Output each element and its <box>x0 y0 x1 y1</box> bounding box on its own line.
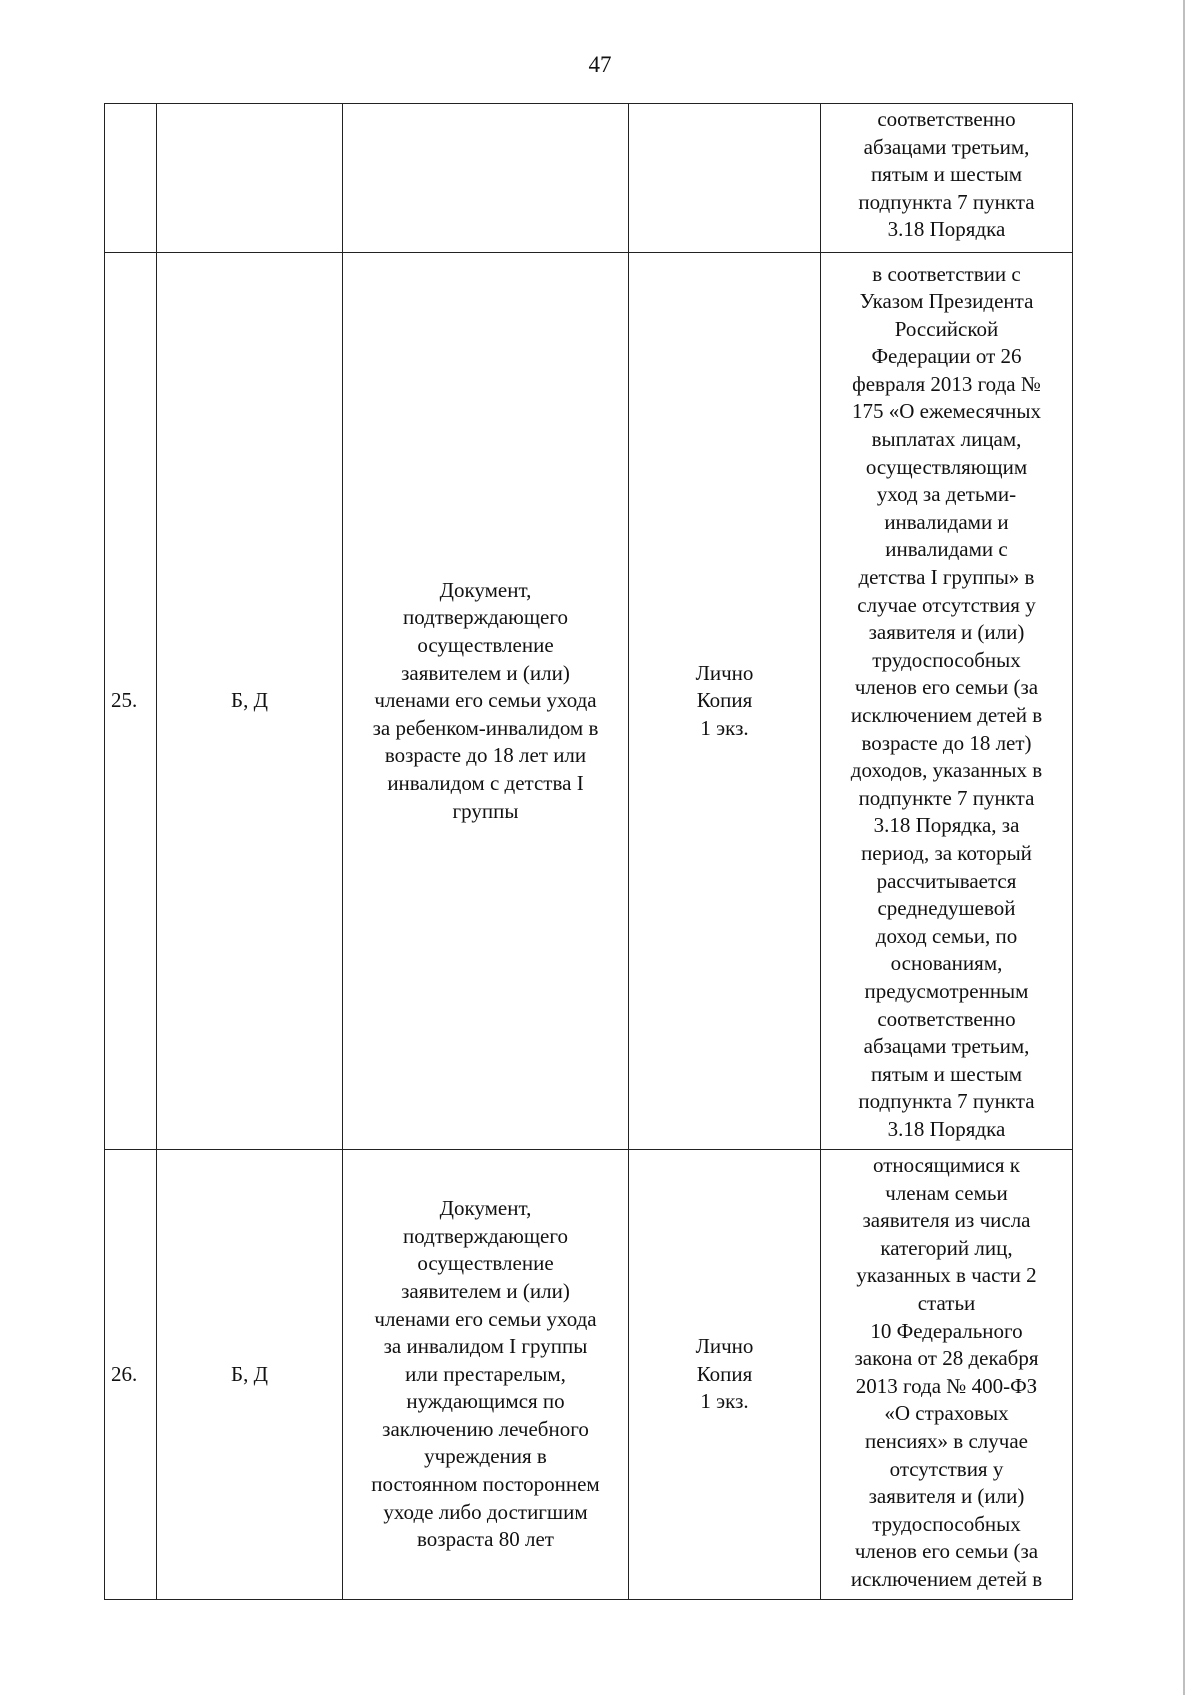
cell-text-line: подпункта 7 пункта <box>858 189 1035 214</box>
cell-text-line: заявителя и (или) <box>868 620 1025 645</box>
cell-text-line: нуждающимся по <box>406 1389 565 1414</box>
cell-text-line: «О страховых <box>884 1401 1009 1426</box>
cell-text-line: Лично <box>695 1334 754 1359</box>
cell-text-line: Копия <box>696 688 753 713</box>
cell-text-line: предусмотренным <box>864 978 1029 1003</box>
cell-text-line: заявителя и (или) <box>868 1484 1025 1509</box>
cell-text-line: инвалидами и <box>884 509 1009 534</box>
cell-text-line: указанных в части 2 <box>856 1263 1037 1288</box>
cell-text-line: трудоспособных <box>872 1511 1021 1536</box>
cell-text-line: за ребенком-инвалидом в <box>372 715 599 740</box>
cell-text-line: группы <box>452 798 519 823</box>
submission-cell <box>629 104 821 253</box>
cell-text-line: подпункта 7 пункта <box>858 1089 1035 1114</box>
cell-text-line: членами его семьи ухода <box>374 688 597 713</box>
cell-text-line: статьи <box>917 1290 976 1315</box>
row-number-cell <box>105 104 157 253</box>
cell-text-line: 3.18 Порядка <box>887 217 1006 242</box>
cell-text-line: относящимися к <box>872 1153 1020 1177</box>
document-cell <box>343 253 629 1150</box>
cell-text-line: детства I группы» в <box>858 565 1035 590</box>
cell-text-line: случае отсутствия у <box>857 592 1036 617</box>
cell-text-line: Документ, <box>439 577 532 602</box>
cell-text-line: февраля 2013 года № <box>852 371 1041 396</box>
scan-edge-line <box>1183 0 1185 1695</box>
cell-text-line: основаниям, <box>890 951 1003 976</box>
category-cell: Б, Д <box>157 1150 343 1600</box>
cell-text-line: возрасте до 18 лет или <box>384 743 587 768</box>
cell-text-line: Указом Президента <box>859 289 1034 314</box>
cell-text-line: абзацами третьим, <box>863 1034 1030 1059</box>
cell-text-line: исключением детей в <box>850 703 1043 727</box>
cell-text-line: 1 экз. <box>700 1389 749 1414</box>
cell-text-line: или престарелым, <box>405 1361 566 1386</box>
cell-text-line: пенсиях» в случае <box>865 1428 1028 1453</box>
cell-text-line: Российской <box>894 316 999 341</box>
cell-text-line: категорий лиц, <box>880 1235 1013 1260</box>
cell-text-line: соответственно <box>877 1006 1016 1031</box>
cell-text-line: выплатах лицам, <box>871 427 1022 452</box>
cell-text-line: 175 «О ежемесячных <box>851 399 1042 424</box>
cell-text-line: возрасте до 18 лет) <box>861 730 1032 755</box>
document-cell <box>343 1150 629 1600</box>
cell-text-line: подтверждающего <box>403 1223 568 1248</box>
cell-text-line: период, за который <box>861 840 1032 865</box>
cell-text-line: заявителем и (или) <box>401 1278 570 1303</box>
cell-text-line: членов его семьи (за <box>854 675 1039 700</box>
cell-text-line: абзацами третьим, <box>863 134 1030 159</box>
table-row <box>105 253 1073 1150</box>
cell-text-line: пятым и шестым <box>870 1061 1023 1086</box>
cell-text-line: инвалидами с <box>885 537 1008 562</box>
row-number-cell: 26. <box>105 1150 157 1600</box>
cell-text-line: заявителем и (или) <box>401 660 570 685</box>
cell-text-line: 3.18 Порядка <box>887 1116 1006 1141</box>
cell-text-line: в соответствии с <box>872 261 1021 286</box>
cell-text-line: доходов, указанных в <box>850 758 1043 783</box>
cell-text-line: учреждения в <box>424 1444 547 1469</box>
cell-text-line: уход за детьми- <box>876 482 1017 507</box>
cell-text-line: членам семьи <box>885 1180 1008 1205</box>
submission-cell <box>629 1150 821 1600</box>
category-cell: Б, Д <box>157 253 343 1150</box>
cell-text-line: 10 Федерального <box>870 1318 1023 1343</box>
requirement-cell <box>821 1150 1073 1600</box>
cell-text-line: членами его семьи ухода <box>374 1306 597 1331</box>
cell-text-line: Документ, <box>439 1196 532 1221</box>
submission-cell <box>629 253 821 1150</box>
cell-text-line: 3.18 Порядка, за <box>873 813 1020 838</box>
cell-text-line: заключению лечебного <box>382 1416 589 1441</box>
cell-text-line: возраста 80 лет <box>417 1527 554 1552</box>
documents-table <box>104 103 1073 1600</box>
page-number: 47 <box>588 52 612 77</box>
cell-text-line: рассчитывается <box>876 868 1017 893</box>
cell-text-line: Федерации от 26 <box>871 344 1022 369</box>
cell-text-line: осуществление <box>417 1251 554 1276</box>
table-row <box>105 104 1073 253</box>
cell-text-line: трудоспособных <box>872 647 1021 672</box>
cell-text-line: закона от 28 декабря <box>854 1346 1039 1371</box>
cell-text-line: инвалидом с детства I <box>387 770 584 795</box>
requirement-cell <box>821 253 1073 1150</box>
cell-text-line: осуществление <box>417 633 554 658</box>
cell-text-line: пятым и шестым <box>870 162 1023 187</box>
cell-text-line: заявителя из числа <box>862 1208 1031 1233</box>
document-cell <box>343 104 629 253</box>
cell-text-line: постоянном постороннем <box>371 1472 600 1497</box>
cell-text-line: осуществляющим <box>865 454 1028 479</box>
cell-text-line: Копия <box>696 1361 753 1386</box>
cell-text-line: доход семьи, по <box>875 923 1018 948</box>
cell-text-line: отсутствия у <box>889 1456 1004 1481</box>
category-cell <box>157 104 343 253</box>
cell-text-line: соответственно <box>877 107 1016 131</box>
cell-text-line: Лично <box>695 660 754 685</box>
cell-text-line: членов его семьи (за <box>854 1539 1039 1564</box>
table-row <box>105 1150 1073 1600</box>
cell-text-line: за инвалидом I группы <box>383 1334 588 1359</box>
cell-text-line: 2013 года № 400-ФЗ <box>855 1373 1038 1398</box>
cell-text-line: 1 экз. <box>700 715 749 740</box>
cell-text-line: среднедушевой <box>877 896 1016 921</box>
cell-text-line: исключением детей в <box>850 1566 1043 1591</box>
cell-text-line: подпункте 7 пункта <box>858 785 1035 810</box>
cell-text-line: уходе либо достигшим <box>383 1499 588 1524</box>
requirement-cell <box>821 104 1073 253</box>
row-number-cell: 25. <box>105 253 157 1150</box>
cell-text-line: подтверждающего <box>403 605 568 630</box>
